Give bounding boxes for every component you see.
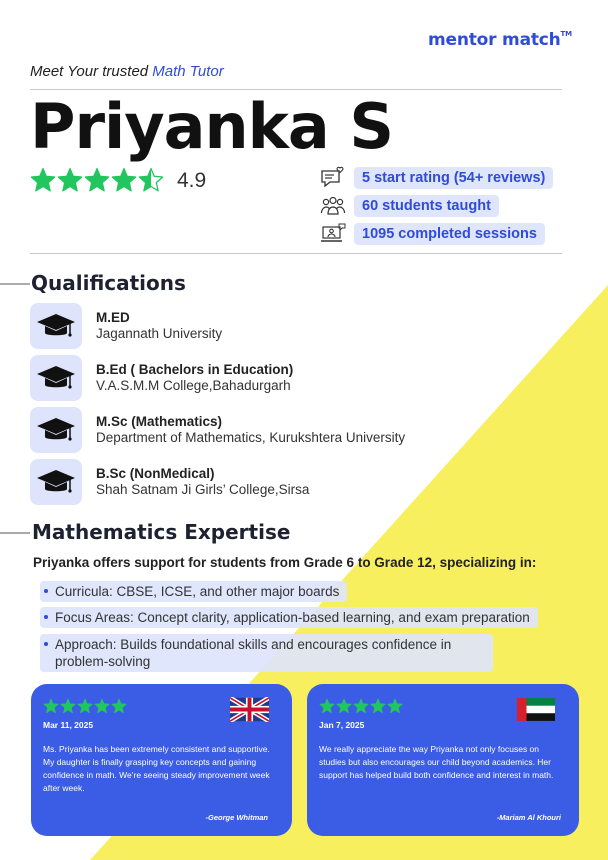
star-icon <box>94 698 110 714</box>
uae-flag-icon <box>517 698 555 721</box>
star-icon <box>353 698 369 714</box>
expertise-intro: Priyanka offers support for students from Grade 6 to Grade 12, specializing in: <box>33 555 537 570</box>
review-author: -George Whitman <box>205 813 268 822</box>
star-icon <box>111 698 127 714</box>
review-card <box>31 684 292 836</box>
brand-logo: mentor match™ <box>428 30 572 50</box>
qualification-item <box>30 355 293 401</box>
graduation-cap-icon-box <box>30 407 82 453</box>
stat-rating-label: 5 start rating (54+ reviews) <box>354 167 553 189</box>
qualifications-title: Qualifications <box>31 271 186 295</box>
star-icon <box>387 698 403 714</box>
expertise-point: Curricula: CBSE, ICSE, and other major boards <box>40 581 347 602</box>
students-group-icon <box>320 194 346 218</box>
qualification-degree: M.Sc (Mathematics) <box>96 414 223 429</box>
review-date: Jan 7, 2025 <box>319 720 365 730</box>
laptop-session-icon <box>320 222 346 246</box>
review-date: Mar 11, 2025 <box>43 720 94 730</box>
page-subtitle: Meet Your trusted Math Tutor <box>30 63 224 80</box>
star-icon <box>138 167 164 193</box>
graduation-cap-icon-box <box>30 459 82 505</box>
graduation-cap-icon <box>36 364 76 392</box>
qualification-degree: B.Ed ( Bachelors in Education) <box>96 362 294 377</box>
star-icon <box>84 167 110 193</box>
graduation-cap-icon <box>36 312 76 340</box>
uk-flag-icon <box>230 697 269 722</box>
star-icon <box>30 167 56 193</box>
star-rating <box>30 167 164 193</box>
review-text: Ms. Priyanka has been extremely consistent and supportive. My daughter is finally grasping key concepts and gaining confidence in math. We’re seeing steady improvement week after week. <box>43 744 270 793</box>
rating-value: 4.9 <box>177 169 207 192</box>
graduation-cap-icon <box>36 416 76 444</box>
qualification-institution: Department of Mathematics, Kurukshtera University <box>96 430 406 445</box>
qualification-degree: B.Sc (NonMedical) <box>96 466 215 481</box>
qualification-institution: Shah Satnam Ji Girls’ College,Sirsa <box>96 482 310 497</box>
review-card <box>307 684 579 836</box>
expertise-title: Mathematics Expertise <box>32 520 291 544</box>
divider <box>30 253 562 254</box>
graduation-cap-icon <box>36 468 76 496</box>
qualification-institution: V.A.S.M.M College,Bahadurgarh <box>96 378 291 393</box>
review-text: We really appreciate the way Priyanka not only focuses on studies but also encourages our child beyond academics. Her support has helped build both confidence and interest in math. <box>319 744 554 780</box>
qualification-item <box>30 407 405 453</box>
star-icon <box>43 698 59 714</box>
stat-sessions-label: 1095 completed sessions <box>354 223 545 245</box>
tutor-name: Priyanka S <box>30 90 393 163</box>
chat-heart-icon <box>320 166 346 190</box>
qualification-degree: M.ED <box>96 310 130 325</box>
expertise-point: Focus Areas: Concept clarity, application-based learning, and exam preparation <box>40 607 538 628</box>
star-icon <box>60 698 76 714</box>
star-icon <box>336 698 352 714</box>
review-author: -Mariam Al Khouri <box>496 813 561 822</box>
qualification-institution: Jagannath University <box>96 326 223 341</box>
stat-row-rating <box>320 166 553 190</box>
graduation-cap-icon-box <box>30 355 82 401</box>
star-icon <box>370 698 386 714</box>
stat-students-label: 60 students taught <box>354 195 499 217</box>
star-icon <box>77 698 93 714</box>
star-icon <box>111 167 137 193</box>
expertise-point: Approach: Builds foundational skills and encourages confidence in problem-solving <box>40 634 493 672</box>
qualification-item <box>30 303 222 349</box>
stat-row-sessions <box>320 222 545 246</box>
star-icon <box>319 698 335 714</box>
graduation-cap-icon-box <box>30 303 82 349</box>
qualification-item <box>30 459 309 505</box>
star-icon <box>57 167 83 193</box>
stat-row-students <box>320 194 499 218</box>
